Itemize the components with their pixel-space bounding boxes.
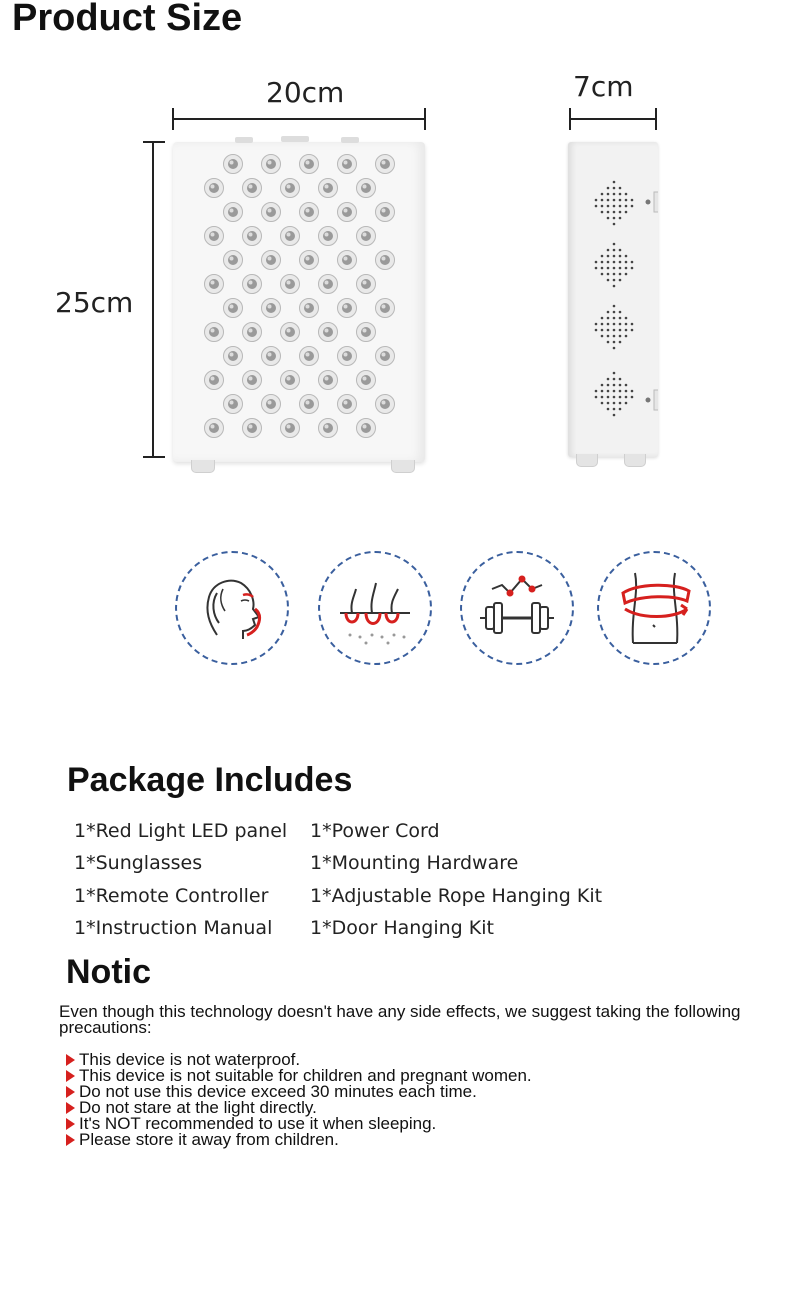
screw-icon (646, 398, 651, 403)
width-tick-right (424, 108, 426, 130)
height-tick-bottom (143, 456, 165, 458)
led-bead (376, 299, 395, 318)
package-item: 1*Remote Controller (74, 885, 269, 907)
waist-slimming-icon (597, 551, 711, 665)
led-bead (357, 323, 376, 342)
led-bead (300, 155, 319, 174)
led-bead (300, 251, 319, 270)
width-label: 20cm (266, 76, 345, 109)
side-knob (654, 390, 658, 410)
led-bead (357, 275, 376, 294)
led-bead (376, 347, 395, 366)
package-item: 1*Sunglasses (74, 852, 203, 874)
led-bead (224, 155, 243, 174)
led-bead (224, 347, 243, 366)
led-bead (376, 155, 395, 174)
led-bead (243, 419, 262, 438)
package-item: 1*Power Cord (310, 820, 440, 842)
hair-follicle-icon (318, 551, 432, 665)
panel-foot (576, 454, 598, 467)
red-triangle-bullet-icon (66, 1134, 75, 1146)
notice-title: Notic (66, 953, 151, 991)
depth-tick-left (569, 108, 571, 130)
top-button (281, 136, 309, 142)
led-bead (262, 395, 281, 414)
led-panel-side-view (568, 142, 658, 457)
led-bead (300, 347, 319, 366)
led-bead (243, 371, 262, 390)
led-bead (205, 323, 224, 342)
led-bead (319, 419, 338, 438)
led-bead (300, 299, 319, 318)
notice-item-text: Please store it away from children. (79, 1130, 339, 1149)
screw-icon (646, 200, 651, 205)
led-bead (338, 155, 357, 174)
depth-tick-right (655, 108, 657, 130)
led-bead (205, 179, 224, 198)
notice-item-text: Do not stare at the light directly. (79, 1098, 317, 1117)
panel-foot (624, 454, 646, 467)
led-panel-front-view (173, 142, 425, 462)
led-bead (281, 371, 300, 390)
led-bead (262, 155, 281, 174)
face-skin-icon (175, 551, 289, 665)
led-bead (319, 179, 338, 198)
led-bead (357, 371, 376, 390)
led-bead (281, 227, 300, 246)
product-size-title: Product Size (12, 0, 243, 39)
red-triangle-bullet-icon (66, 1102, 75, 1114)
led-bead (376, 251, 395, 270)
notice-item-text: Do not use this device exceed 30 minutes each time. (79, 1082, 477, 1101)
package-item: 1*Mounting Hardware (310, 852, 519, 874)
side-knob (654, 192, 658, 212)
led-bead (338, 251, 357, 270)
speaker-vents (568, 142, 658, 457)
led-bead (262, 347, 281, 366)
led-bead (376, 395, 395, 414)
led-bead (224, 251, 243, 270)
speaker-vent (595, 372, 634, 417)
led-bead (243, 275, 262, 294)
top-button (235, 137, 253, 143)
led-bead (319, 227, 338, 246)
led-bead (281, 179, 300, 198)
led-bead (319, 371, 338, 390)
led-grid (173, 142, 425, 462)
led-bead (281, 419, 300, 438)
speaker-vent (595, 243, 634, 288)
top-button (341, 137, 359, 143)
led-bead (338, 347, 357, 366)
led-bead (300, 203, 319, 222)
height-tick-top (143, 141, 165, 143)
speaker-vent (595, 305, 634, 350)
led-bead (376, 203, 395, 222)
led-bead (205, 227, 224, 246)
depth-label: 7cm (573, 70, 634, 103)
led-bead (281, 323, 300, 342)
notice-list (64, 1052, 532, 1148)
led-bead (319, 275, 338, 294)
red-triangle-bullet-icon (66, 1070, 75, 1082)
led-bead (357, 179, 376, 198)
led-bead (224, 395, 243, 414)
muscle-dumbbell-icon (460, 551, 574, 665)
notice-item-text: This device is not waterproof. (79, 1050, 301, 1069)
width-tick-left (172, 108, 174, 130)
package-item: 1*Door Hanging Kit (310, 917, 494, 939)
notice-item-text: This device is not suitable for children and pregnant women. (79, 1066, 532, 1085)
led-bead (357, 419, 376, 438)
led-bead (281, 275, 300, 294)
led-bead (243, 179, 262, 198)
package-item: 1*Adjustable Rope Hanging Kit (310, 885, 603, 907)
led-bead (224, 203, 243, 222)
led-bead (338, 203, 357, 222)
led-bead (205, 371, 224, 390)
depth-dimension-line (569, 118, 657, 120)
led-bead (205, 419, 224, 438)
led-bead (262, 299, 281, 318)
width-dimension-line (172, 118, 426, 120)
led-bead (205, 275, 224, 294)
red-triangle-bullet-icon (66, 1054, 75, 1066)
led-bead (357, 227, 376, 246)
led-bead (243, 323, 262, 342)
package-item: 1*Instruction Manual (74, 917, 273, 939)
speaker-vent (595, 181, 634, 226)
notice-item (64, 1132, 532, 1148)
package-includes-title: Package Includes (67, 761, 353, 799)
led-bead (319, 323, 338, 342)
package-item: 1*Red Light LED panel (74, 820, 288, 842)
led-bead (338, 395, 357, 414)
notice-item-text: It's NOT recommended to use it when sleeping. (79, 1114, 437, 1133)
height-dimension-line (152, 142, 154, 458)
led-bead (338, 299, 357, 318)
led-bead (243, 227, 262, 246)
panel-foot (191, 460, 215, 473)
notice-intro: Even though this technology doesn't have any side effects, we suggest taking the following precautions: (59, 1002, 741, 1037)
led-bead (300, 395, 319, 414)
led-bead (262, 203, 281, 222)
led-bead (262, 251, 281, 270)
led-bead (224, 299, 243, 318)
height-label: 25cm (55, 286, 134, 319)
red-triangle-bullet-icon (66, 1118, 75, 1130)
panel-foot (391, 460, 415, 473)
red-triangle-bullet-icon (66, 1086, 75, 1098)
